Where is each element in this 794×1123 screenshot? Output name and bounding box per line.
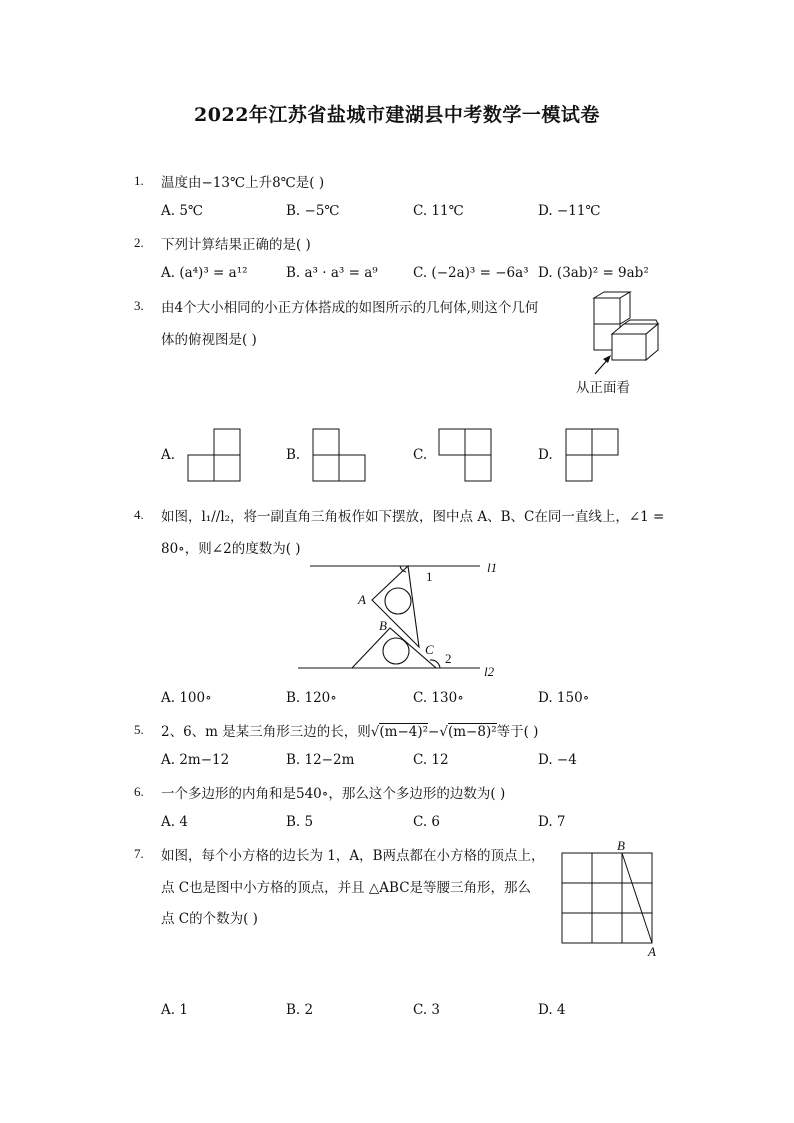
question-number: 6.: [134, 784, 144, 799]
triangle-set-figure: [290, 558, 510, 684]
option-b: B. −5℃: [286, 203, 340, 219]
option-b: B. a³ · a³ = a⁹: [286, 265, 378, 281]
label-a: A: [358, 592, 366, 607]
option-a: A. 5℃: [161, 203, 204, 219]
grid-figure: [556, 838, 664, 960]
radicand-1: (m−4)²: [379, 724, 429, 740]
question-text: 温度由−13℃上升8℃是( ): [161, 175, 325, 191]
question-text-line-3: 点 C的个数为( ): [161, 911, 258, 927]
question-text-line-2: 点 C也是图中小方格的顶点，并且 △ABC是等腰三角形，那么: [161, 880, 532, 896]
question-number: 7.: [134, 846, 144, 861]
paper-title: 2022年江苏省盐城市建湖县中考数学一模试卷: [194, 104, 600, 126]
option-b: B. 120∘: [286, 690, 337, 706]
minus-sign: −: [428, 724, 440, 740]
option-a: A. (a⁴)³ = a¹²: [161, 265, 248, 281]
option-c: C. 11℃: [413, 203, 464, 219]
question-text-line-1: 由4个大小相同的小正方体搭成的如图所示的几何体,则这个几何: [161, 300, 539, 316]
question-text-line-2: 80∘，则∠2的度数为( ): [161, 541, 301, 557]
figure-caption: 从正面看: [576, 380, 630, 396]
question-number: 2.: [134, 235, 144, 250]
option-c: C. 12: [413, 752, 449, 768]
option-d: D.: [538, 447, 553, 463]
option-a: A.: [161, 447, 176, 463]
option-d: D. −4: [538, 752, 577, 768]
question-text-post: 等于( ): [496, 724, 539, 740]
option-b: B. 5: [286, 814, 314, 830]
question-number: 5.: [134, 722, 144, 737]
question-text: [161, 720, 538, 740]
arrow-icon: [592, 352, 614, 376]
sqrt-symbol: √: [370, 724, 380, 740]
option-d: D. −11℃: [538, 203, 601, 219]
label-angle-2: 2: [445, 651, 452, 666]
label-angle-1: 1: [426, 569, 433, 584]
option-b: B. 2: [286, 1002, 314, 1018]
question-text-line-1: 如图，l₁//l₂，将一副直角三角板作如下摆放，图中点 A、B、C在同一直线上，∠1 =: [161, 509, 665, 525]
option-c: C. 130∘: [413, 690, 464, 706]
option-c: C. (−2a)³ = −6a³: [413, 265, 529, 281]
option-c: C. 6: [413, 814, 441, 830]
radicand-2: (m−8)²: [447, 724, 497, 740]
question-number: 4.: [134, 507, 144, 522]
label-c: C: [425, 642, 434, 657]
question-text: 下列计算结果正确的是( ): [161, 237, 311, 253]
segment-ab: [622, 853, 652, 943]
option-a: A. 1: [161, 1002, 188, 1018]
question-text-line-2: 体的俯视图是( ): [161, 332, 257, 348]
cube-figure: [566, 290, 666, 366]
label-l2: l2: [484, 664, 495, 679]
option-d: D. 4: [538, 1002, 566, 1018]
sqrt-symbol: √: [439, 724, 448, 740]
label-b: B: [379, 618, 387, 633]
option-a: A. 4: [161, 814, 188, 830]
option-a: A. 100∘: [161, 690, 212, 706]
label-l1: l1: [487, 560, 498, 575]
question-number: 3.: [134, 298, 144, 313]
label-b: B: [617, 838, 625, 853]
option-c: C.: [413, 447, 428, 463]
question-text-pre: 2、6、m 是某三角形三边的长，则: [161, 724, 371, 740]
option-b: B. 12−2m: [286, 752, 355, 768]
question-text: 一个多边形的内角和是540∘，那么这个多边形的边数为( ): [161, 786, 506, 802]
question-text-line-1: 如图，每个小方格的边长为 1，A，B两点都在小方格的顶点上，: [161, 848, 545, 864]
option-c: C. 3: [413, 1002, 441, 1018]
option-c-figure: [437, 428, 493, 484]
question-number: 1.: [134, 173, 144, 188]
option-d: D. 7: [538, 814, 566, 830]
option-d: D. (3ab)² = 9ab²: [538, 265, 649, 281]
option-d-figure: [564, 428, 622, 484]
option-b: B.: [286, 447, 301, 463]
option-b-figure: [311, 428, 367, 484]
label-a: A: [648, 944, 656, 959]
option-a: A. 2m−12: [161, 752, 230, 768]
option-a-figure: [186, 428, 242, 484]
option-d: D. 150∘: [538, 690, 590, 706]
